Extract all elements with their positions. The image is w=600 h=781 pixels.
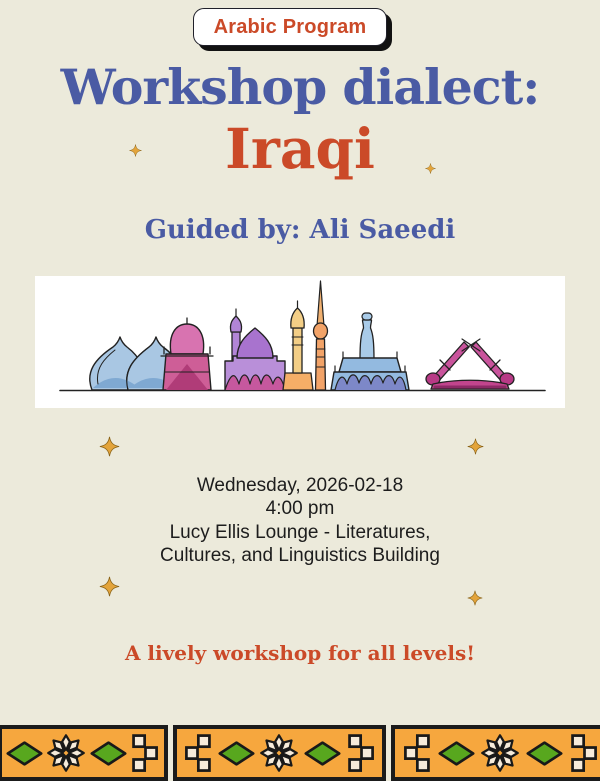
- event-time: 4:00 pm: [265, 498, 335, 520]
- flower-star-motif: [481, 734, 519, 772]
- crossed-swords: [426, 339, 514, 389]
- orange-tower: [314, 281, 328, 390]
- purple-mosque: [225, 309, 285, 390]
- blue-building: [331, 313, 409, 390]
- sparkle-icon: [99, 576, 120, 597]
- green-diamond-motif: [90, 741, 127, 766]
- squares-motif: [131, 733, 160, 774]
- event-location-line2: Cultures, and Linguistics Building: [160, 545, 440, 567]
- sparkle-icon: [99, 436, 120, 457]
- green-diamond-motif: [6, 741, 43, 766]
- event-details: [0, 474, 600, 568]
- ornament-panel: [0, 725, 168, 781]
- green-diamond-motif: [526, 741, 563, 766]
- squares-motif: [402, 733, 431, 774]
- poster-title-line2: Iraqi: [225, 116, 375, 181]
- ornament-border: [0, 725, 600, 777]
- sparkle-icon: [467, 438, 484, 455]
- pink-mosque: [161, 318, 213, 390]
- footer-note: A lively workshop for all levels!: [124, 641, 476, 665]
- green-diamond-motif: [218, 741, 255, 766]
- green-diamond-motif: [304, 741, 341, 766]
- sparkle-icon: [425, 163, 436, 174]
- squares-motif: [347, 733, 376, 774]
- guided-by-text: Guided by: Ali Saeedi: [144, 215, 456, 245]
- event-date: Wednesday, 2026-02-18: [196, 475, 404, 496]
- sparkle-icon: [129, 144, 142, 157]
- skyline-illustration-box: [35, 276, 565, 408]
- flower-star-motif: [47, 734, 85, 772]
- yellow-minaret: [283, 301, 313, 390]
- baghdad-skyline-illustration: [35, 276, 565, 408]
- poster-title-line1: Workshop dialect:: [60, 58, 540, 116]
- ornament-panel: [391, 725, 600, 781]
- squares-motif: [570, 733, 599, 774]
- ornament-panel: [173, 725, 386, 781]
- sparkle-icon: [467, 590, 483, 606]
- green-diamond-motif: [438, 741, 475, 766]
- event-location-line1: Lucy Ellis Lounge - Literatures,: [169, 521, 431, 543]
- squares-motif: [183, 733, 212, 774]
- flower-star-motif: [260, 734, 298, 772]
- program-badge-label: Arabic Program: [213, 15, 367, 38]
- program-badge: [193, 8, 387, 46]
